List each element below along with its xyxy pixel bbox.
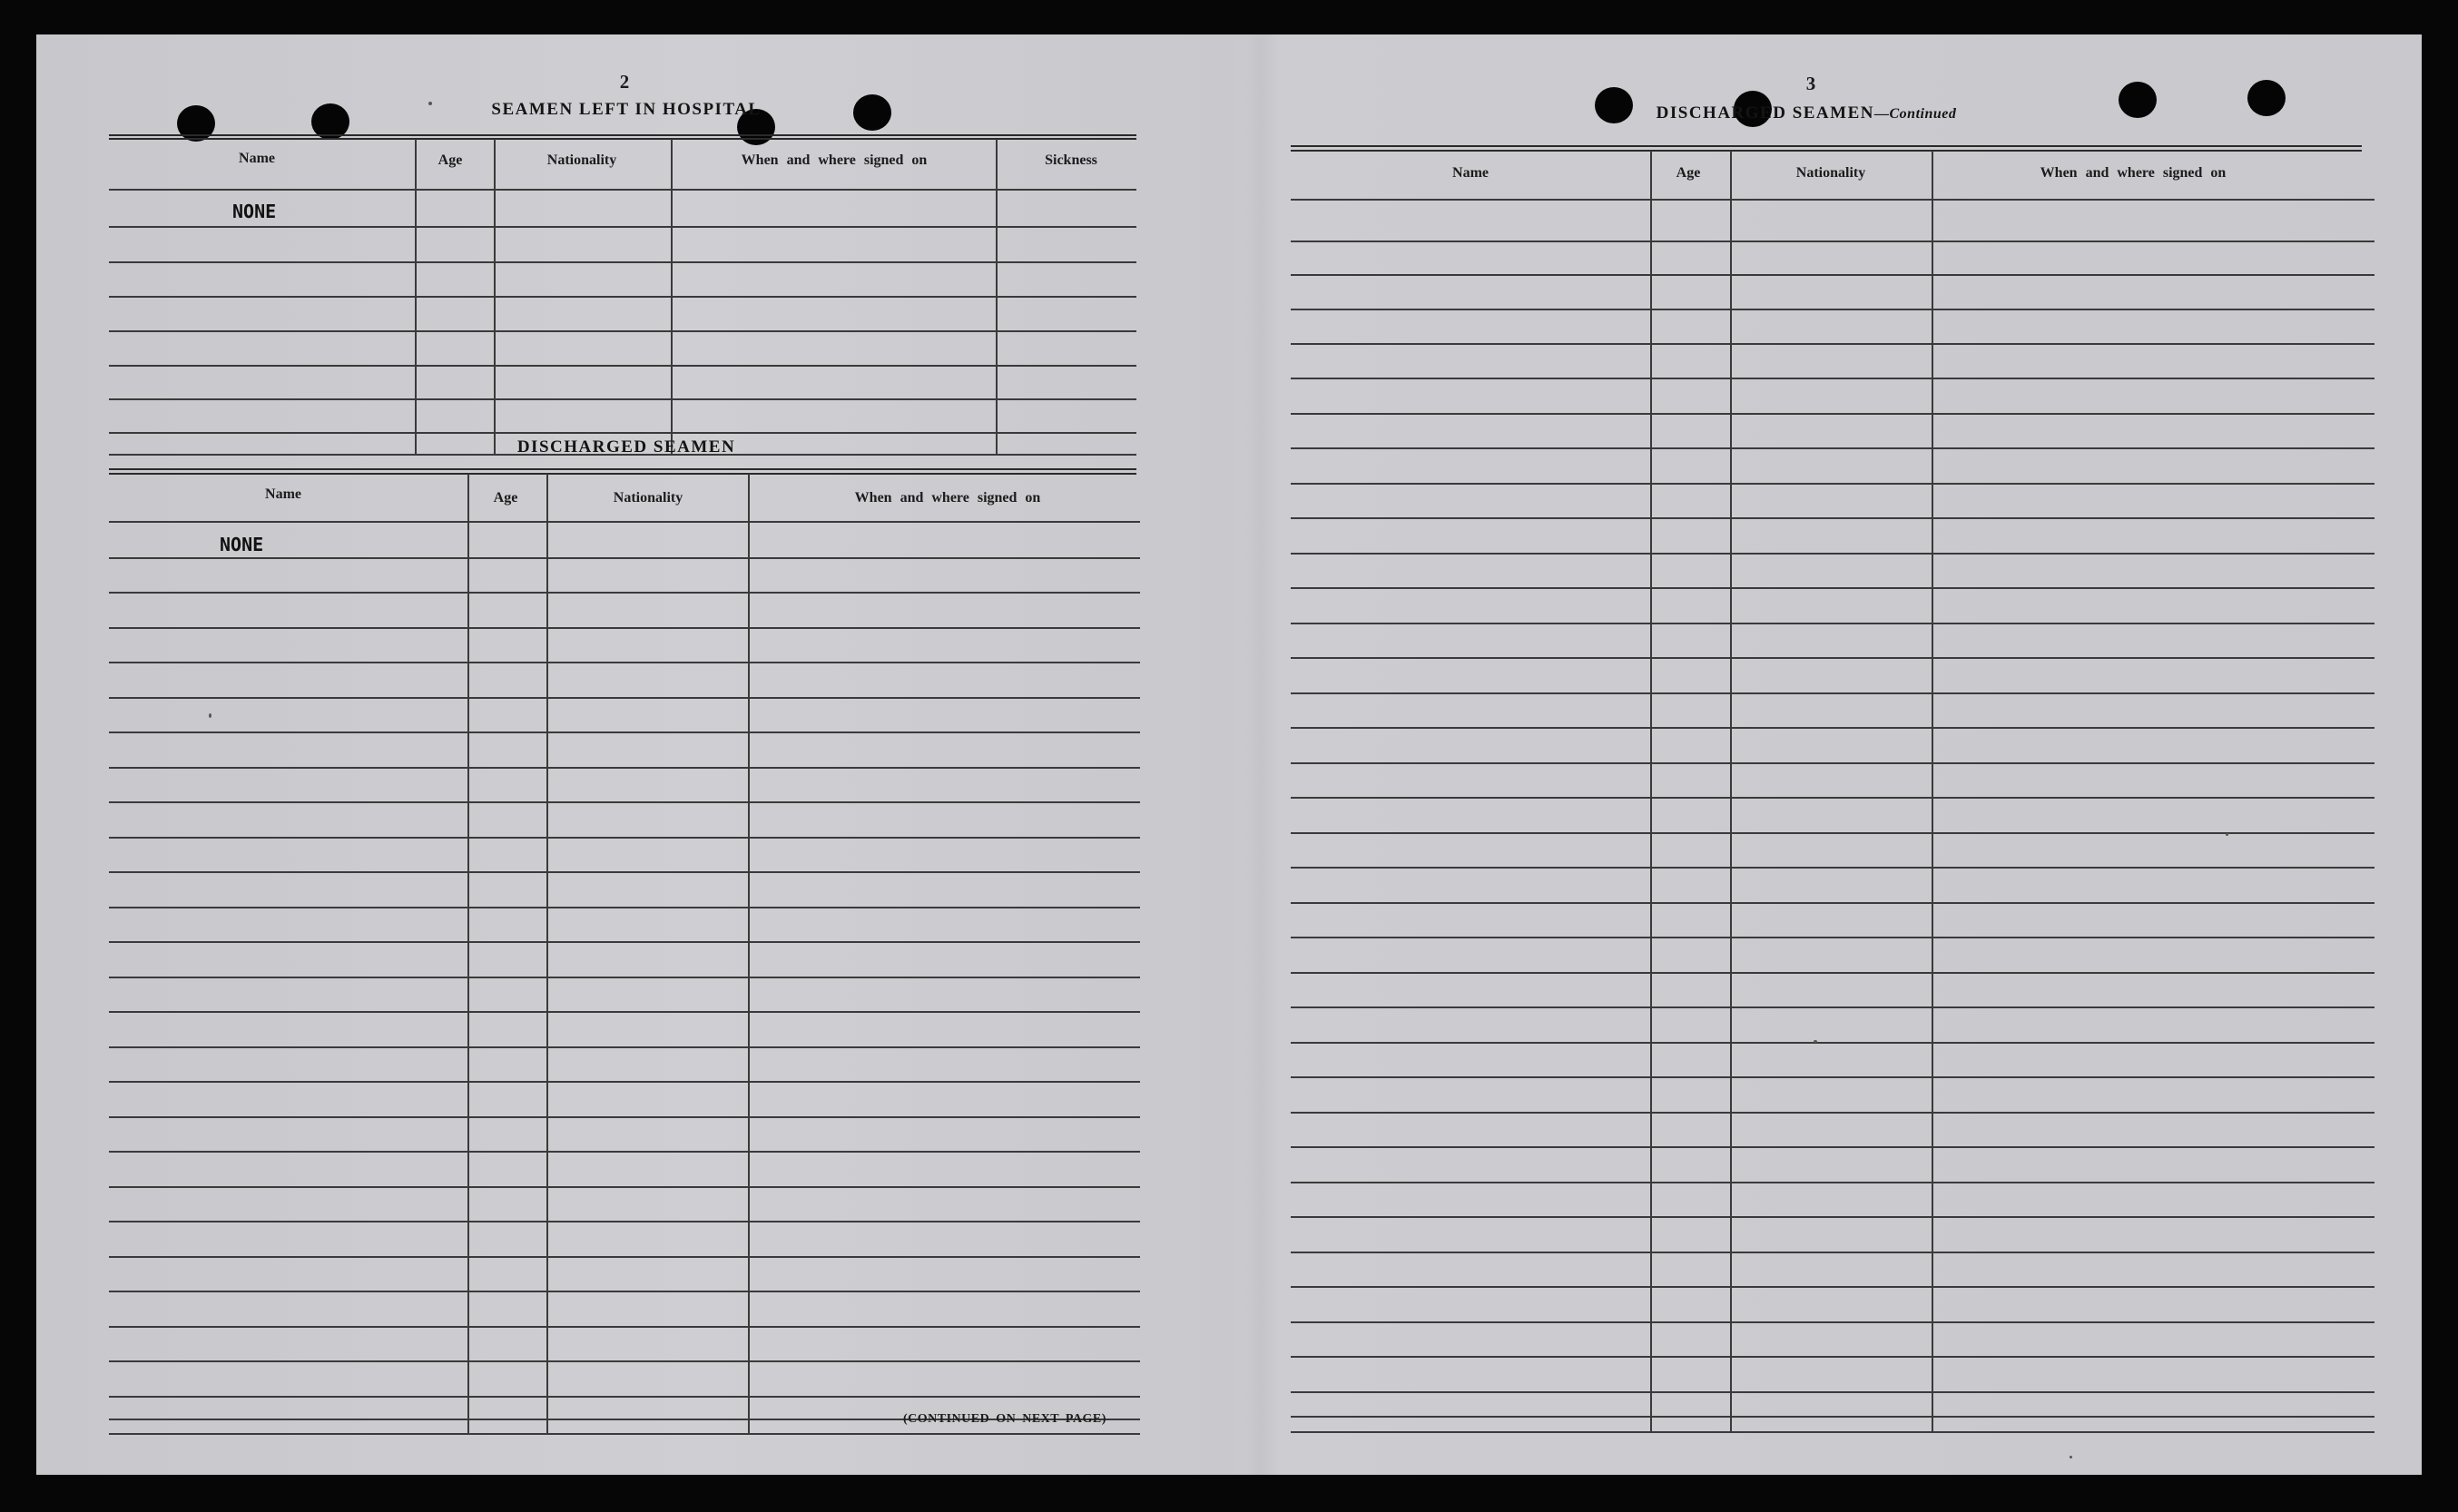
- col-header-name: Name: [265, 486, 301, 502]
- col-header-nationality: Nationality: [546, 152, 617, 168]
- top-rule: [109, 138, 1136, 140]
- section-rule: [109, 473, 1136, 475]
- col-header-sickness: Sickness: [1045, 152, 1097, 168]
- discharged-entry-name: NONE: [220, 534, 264, 555]
- punch-hole: [1595, 87, 1633, 123]
- top-rule: [1291, 145, 2362, 147]
- col-header-signed-on: When and where signed on: [741, 152, 928, 168]
- document-sheet: [36, 34, 2422, 1475]
- col-header-nationality: Nationality: [613, 490, 683, 506]
- col-header-signed-on: When and where signed on: [854, 490, 1041, 506]
- top-rule: [1291, 150, 2362, 152]
- punch-hole: [853, 94, 891, 131]
- title-suffix: —Continued: [1873, 106, 1957, 122]
- col-header-nationality: Nationality: [1795, 165, 1866, 181]
- hospital-section-title: SEAMEN LEFT IN HOSPITAL: [491, 100, 762, 119]
- page-fold: [1244, 34, 1280, 1475]
- dust-speck: [2070, 1456, 2072, 1458]
- dust-speck: [428, 102, 432, 105]
- punch-hole: [177, 105, 215, 142]
- continued-footer: (CONTINUED ON NEXT PAGE): [903, 1412, 1106, 1426]
- hospital-entry-name: NONE: [232, 201, 277, 222]
- section-rule: [109, 468, 1136, 470]
- dust-speck: [2226, 833, 2228, 836]
- dust-speck: [209, 713, 211, 718]
- top-rule: [109, 134, 1136, 136]
- discharged-section-title: DISCHARGED SEAMEN: [516, 437, 736, 457]
- col-header-age: Age: [493, 490, 518, 506]
- title-main: DISCHARGED SEAMEN: [1656, 103, 1874, 123]
- punch-hole: [2119, 82, 2157, 118]
- col-header-signed-on: When and where signed on: [2040, 165, 2227, 181]
- punch-hole: [2247, 80, 2286, 116]
- col-header-name: Name: [239, 151, 275, 166]
- col-header-age: Age: [1676, 165, 1701, 181]
- page-number: 3: [1805, 73, 1816, 94]
- col-header-name: Name: [1452, 165, 1489, 181]
- page-number: 2: [619, 71, 630, 93]
- dust-speck: [1814, 1040, 1817, 1043]
- discharged-continued-title: [1657, 103, 1957, 123]
- col-header-age: Age: [438, 152, 463, 168]
